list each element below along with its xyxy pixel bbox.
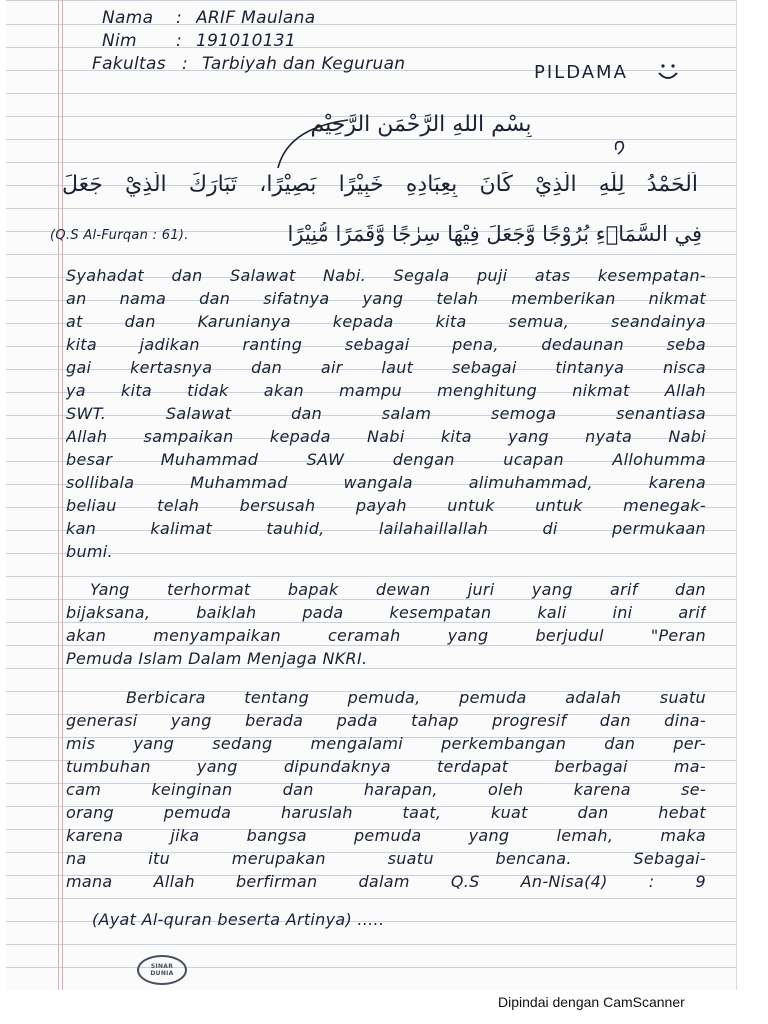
nim-value: 191010131 [196, 31, 297, 51]
nama-label: Nama [102, 8, 154, 28]
lined-paper [6, 0, 737, 990]
text-line: kan kalimat tauhid, lailahaillallah di permukaan [66, 519, 706, 538]
text-line: akan menyampaikan ceramah yang berjudul "Peran [66, 626, 706, 645]
scanner-watermark: Dipindai dengan CamScanner [498, 994, 685, 1010]
text-line: Berbicara tentang pemuda, pemuda adalah suatu [126, 688, 706, 707]
corner-note: PILDAMA [534, 62, 628, 83]
verse-reference: (Q.S Al-Furqan : 61). [50, 228, 189, 243]
stamp-text: SINAR [150, 963, 174, 970]
nim-label: Nim [102, 31, 137, 51]
text-line: ya kita tidak akan mampu menghitung nikmat Allah [66, 381, 706, 400]
text-line: SWT. Salawat dan salam semoga senantiasa [66, 404, 706, 423]
text-line: Syahadat dan Salawat Nabi. Segala puji atas kesempatan- [66, 266, 706, 285]
fakultas-colon: : [182, 54, 189, 74]
text-line: an nama dan sifatnya yang telah memberikan nikmat [66, 289, 706, 308]
smiley-icon [654, 60, 682, 86]
text-line: mis yang sedang mengalami perkembangan dan per- [66, 734, 706, 753]
margin-line [62, 0, 63, 990]
text-line: mana Allah berfirman dalam Q.S An-Nisa(4) : 9 [66, 872, 706, 891]
nim-colon: : [176, 31, 183, 51]
text-line: generasi yang berada pada tahap progresif dan dina- [66, 711, 706, 730]
stamp-text: DUNIA [150, 970, 174, 977]
text-line: Pemuda Islam Dalam Menjaga NKRI. [66, 649, 368, 668]
text-line: sollibala Muhammad wangala alimuhammad, karena [66, 473, 706, 492]
verse-line-1: اَلْحَمْدُ لِلّٰهِ الَّذِيْ كَانَ بِعِبَادِهِ خَبِيْرًا بَصِيْرًا، تَبَارَكَ الَّذِيْ جَعَلَ [62, 172, 698, 197]
text-line: karena jika bangsa pemuda yang lemah, maka [66, 826, 706, 845]
text-line: Yang terhormat bapak dewan juri yang arif dan [90, 580, 706, 599]
text-line: bijaksana, baiklah pada kesempatan kali ini arif [66, 603, 706, 622]
basmalah-flourish [268, 108, 648, 178]
nama-value: ARIF Maulana [196, 8, 316, 28]
text-line: orang pemuda haruslah taat, kuat dan hebat [66, 803, 706, 822]
verse-line-2: فِي السَّمَاۤءِ بُرُوْجًا وَّجَعَلَ فِيْهَا سِرٰجًا وَّقَمَرًا مُّنِيْرًا [287, 222, 702, 246]
text-line: beliau telah bersusah payah untuk untuk menegak- [66, 496, 706, 515]
text-line: Allah sampaikan kepada Nabi kita yang nyata Nabi [66, 427, 706, 446]
text-line: at dan Karunianya kepada kita semua, seandainya [66, 312, 706, 331]
nama-colon: : [176, 8, 183, 28]
brand-stamp-logo [137, 955, 187, 985]
text-line: besar Muhammad SAW dengan ucapan Allohumma [66, 450, 706, 469]
basmalah: بِسْمِ اللهِ الرَّحْمَنِ الرَّحِيْمِ [310, 112, 532, 137]
text-line: na itu merupakan suatu bencana. Sebagai- [66, 849, 706, 868]
verse-note: (Ayat Al-quran beserta Artinya) ..... [92, 910, 385, 929]
fakultas-label: Fakultas [92, 54, 166, 74]
text-line: kita jadikan ranting sebagai pena, dedaunan seba [66, 335, 706, 354]
text-line: bumi. [66, 542, 113, 561]
fakultas-value: Tarbiyah dan Keguruan [202, 54, 406, 74]
margin-line [58, 0, 59, 990]
text-line: cam keinginan dan harapan, oleh karena se- [66, 780, 706, 799]
text-line: tumbuhan yang dipundaknya terdapat berbagai ma- [66, 757, 706, 776]
text-line: gai kertasnya dan air laut sebagai tintanya nisca [66, 358, 706, 377]
